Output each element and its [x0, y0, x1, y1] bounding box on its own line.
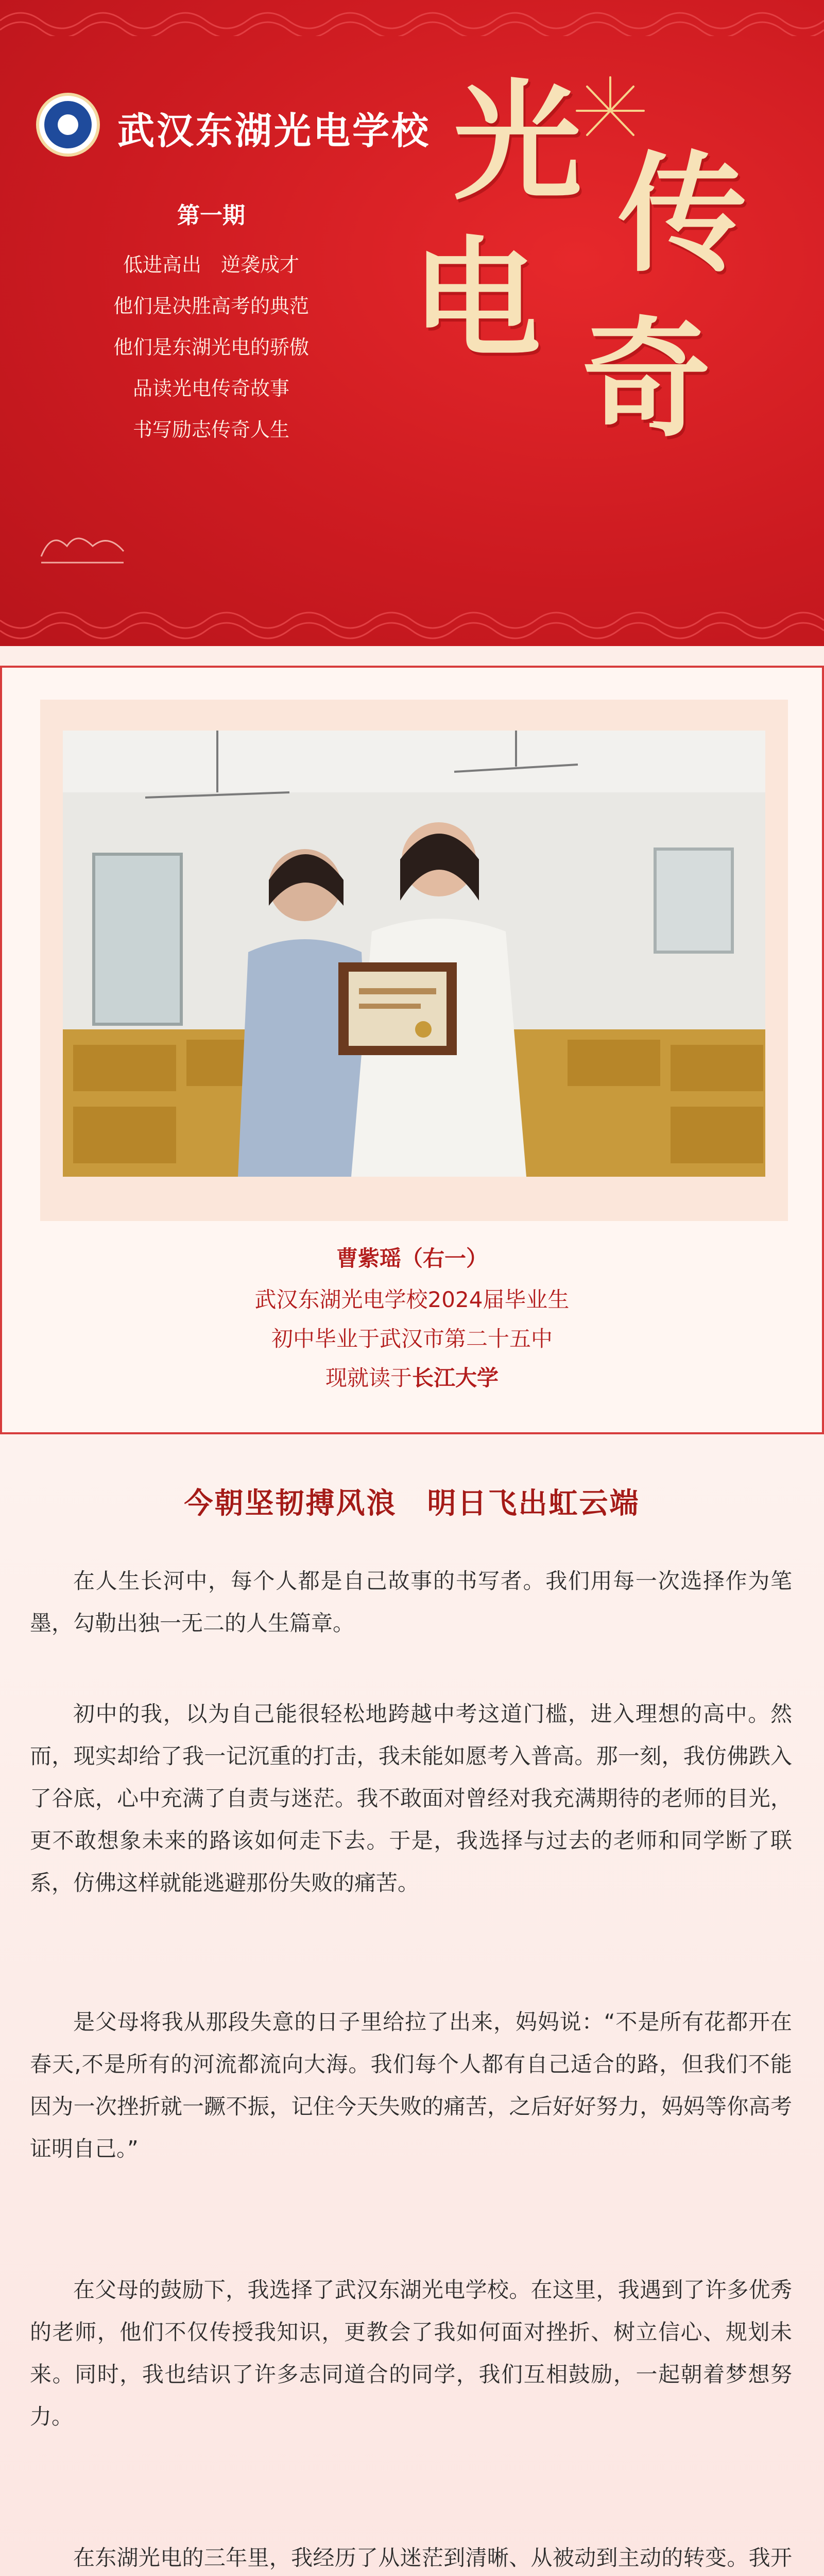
- slogan-line: 书写励志传奇人生: [132, 418, 289, 441]
- graduation-info: 武汉东湖光电学校2024届毕业生: [254, 1287, 570, 1312]
- school-logo-icon: [36, 93, 100, 157]
- title-char-dian: 电: [412, 223, 541, 375]
- photo-frame: [40, 700, 788, 1221]
- university-name: 长江大学: [412, 1365, 499, 1391]
- slogan-line: 他们是决胜高考的典范: [113, 295, 309, 317]
- student-photo: [63, 731, 765, 1177]
- article-paragraph: 在父母的鼓励下，我选择了武汉东湖光电学校。在这里，我遇到了许多优秀的老师，他们不仅传授我知识，更教会了我如何面对挫折、树立信心、规划未来。同时，我也结识了许多志同道合的同学，我们互相鼓励，一起朝着梦想努力。: [30, 2277, 792, 2429]
- article-title: 今朝坚韧搏风浪 明日飞出虹云端: [184, 1487, 640, 1520]
- bottom-wave-ornament: [0, 610, 824, 646]
- article-paragraph: 在人生长河中，每个人都是自己故事的书写者。我们用每一次选择作为笔墨，勾勒出独一无二的人生篇章。: [30, 1568, 792, 1636]
- slogan-line: 他们是东湖光电的骄傲: [113, 336, 309, 359]
- article-paragraph: 在东湖光电的三年里，我经历了从迷茫到清晰、从被动到主动的转变。我开: [73, 2545, 792, 2570]
- article-body: [0, 1434, 824, 2576]
- article-paragraph: 是父母将我从那段失意的日子里给拉了出来，妈妈说：“不是所有花都开在春天,不是所有的河流都流向大海。我们每个人都有自己适合的路，但我们不能因为一次挫折就一蹶不振，记住今天失败的痛苦，之后好好努力，妈妈等你高考证明自己。”: [30, 2009, 792, 2161]
- title-char-chuan: 传: [618, 138, 747, 290]
- university-prefix: 现就读于: [325, 1365, 412, 1391]
- slogan-list: [67, 244, 355, 450]
- top-wave-ornament: [0, 0, 824, 36]
- title-char-qi: 奇: [582, 303, 711, 454]
- header-banner: [0, 0, 824, 646]
- issue-number: 第一期: [177, 202, 245, 229]
- slogan-line: 低进高出 逆袭成才: [123, 253, 299, 276]
- middle-school-info: 初中毕业于武汉市第二十五中: [271, 1326, 553, 1351]
- article-paragraph: 初中的我，以为自己能很轻松地跨越中考这道门槛，进入理想的高中。然而，现实却给了我一记沉重的打击，我未能如愿考入普高。那一刻，我仿佛跌入了谷底，心中充满了自责与迷茫。我不敢面对曾经对我充满期待的老师的目光，更不敢想象未来的路该如何走下去。于是，我选择与过去的老师和同学断了联系，仿佛这样就能逃避那份失败的痛苦。: [30, 1701, 792, 1895]
- title-char-guang: 光: [453, 66, 582, 217]
- university-info: [2, 1361, 822, 1392]
- student-profile-card: [0, 666, 824, 1434]
- student-name: 曹紫瑶（右一）: [336, 1246, 488, 1271]
- school-name: 武汉东湖光电学校: [117, 109, 431, 152]
- slogan-line: 品读光电传奇故事: [132, 377, 289, 400]
- cloud-ornament-icon: [36, 520, 129, 567]
- photo-illustration: [63, 731, 765, 1177]
